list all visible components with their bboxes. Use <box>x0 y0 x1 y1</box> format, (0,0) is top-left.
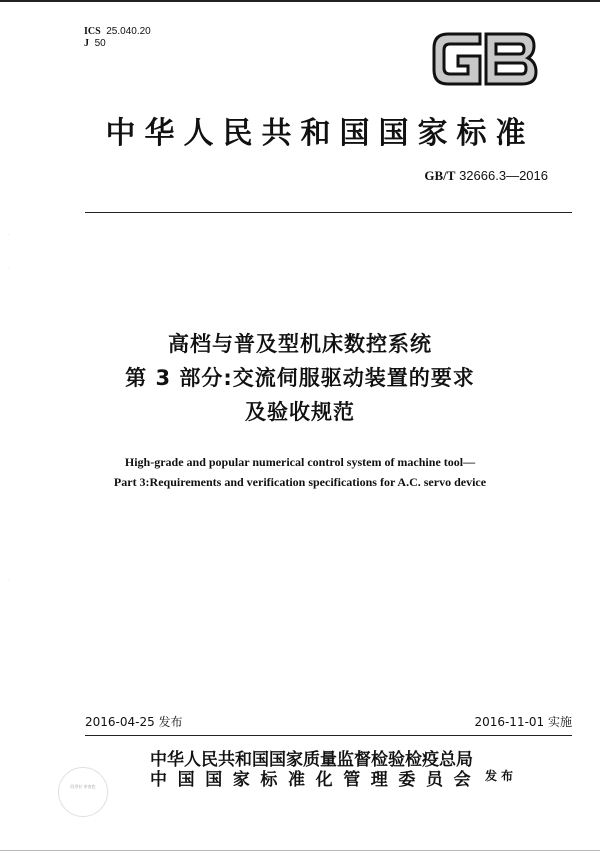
stamp-seal-icon: 回形针 审查色 <box>58 767 108 817</box>
issuer-sac: 中国国家标准化管理委员会 <box>150 770 482 790</box>
series-title: 中华人民共和国国家标准 <box>105 116 535 151</box>
margin-mark: · <box>8 577 10 583</box>
issue-date: 2016-04-25 发布 <box>85 715 183 729</box>
bottom-scan-edge <box>0 850 600 851</box>
implementation-date: 2016-11-01 实施 <box>474 715 572 729</box>
title-english <box>0 452 600 492</box>
standard-number: GB/T 32666.3—2016 <box>424 168 548 183</box>
margin-mark: · <box>8 266 10 272</box>
title-en-line-2: Part 3:Requirements and verification specifications for A.C. servo device <box>113 475 487 489</box>
top-border <box>0 0 600 2</box>
header-divider <box>85 212 572 213</box>
footer-divider <box>85 735 572 736</box>
title-cn-line-2: 第 3 部分:交流伺服驱动装置的要求 <box>125 366 475 390</box>
issuer-aqsiq: 中华人民共和国国家质量监督检验检疫总局 <box>150 750 473 770</box>
gb-logo-icon <box>430 30 540 88</box>
ccs-code: J 50 <box>84 38 106 49</box>
margin-mark: · <box>8 232 10 238</box>
issue-action-label: 发布 <box>485 769 518 783</box>
title-cn-line-3: 及验收规范 <box>245 400 355 424</box>
classification-codes <box>84 26 151 50</box>
title-cn-line-1: 高档与普及型机床数控系统 <box>168 332 432 356</box>
title-chinese <box>0 327 600 429</box>
issuing-organizations <box>150 750 482 790</box>
ics-code: ICS 25.040.20 <box>84 26 151 37</box>
title-en-line-1: High-grade and popular numerical control system of machine tool— <box>124 455 476 469</box>
